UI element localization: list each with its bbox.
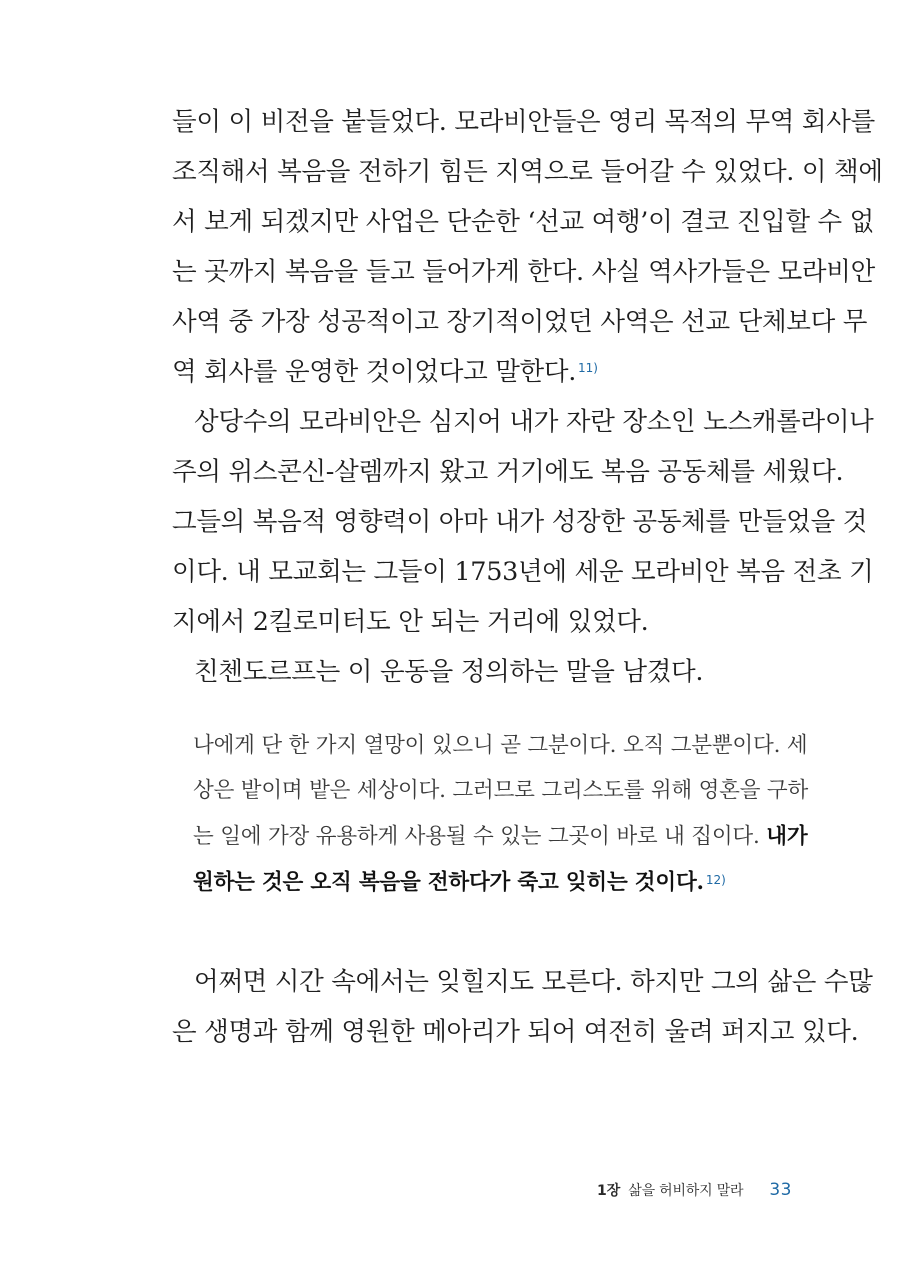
quote-emphasis: 내가: [766, 824, 808, 849]
body-text-line: 그들의 복음적 영향력이 아마 내가 성장한 공동체를 만들었을 것: [172, 507, 868, 537]
body-text-line: 주의 위스콘신-살렘까지 왔고 거기에도 복음 공동체를 세웠다.: [172, 457, 844, 487]
body-text-line: 는 곳까지 복음을 들고 들어가게 한다. 사실 역사가들은 모라비안: [172, 257, 875, 287]
quote-line: [193, 869, 773, 897]
body-text-line: 어쩌면 시간 속에서는 잊힐지도 모른다. 하지만 그의 삶은 수많: [194, 967, 873, 997]
body-text-line: 친첸도르프는 이 운동을 정의하는 말을 남겼다.: [194, 657, 704, 687]
body-text-line: 조직해서 복음을 전하기 힘든 지역으로 들어갈 수 있었다. 이 책에: [172, 157, 883, 187]
quote-emphasis: 원하는 것은 오직 복음을 전하다가 죽고 잊히는 것이다.: [193, 870, 704, 895]
body-text-line: 은 생명과 함께 영원한 메아리가 되어 여전히 울려 퍼지고 있다.: [172, 1017, 859, 1047]
chapter-number: 1장: [597, 1183, 621, 1199]
body-text-line: 사역 중 가장 성공적이고 장기적이었던 사역은 선교 단체보다 무: [172, 307, 868, 337]
quote-line: 상은 밭이며 밭은 세상이다. 그러므로 그리스도를 위해 영혼을 구하: [193, 778, 809, 803]
quote-line: 나에게 단 한 가지 열망이 있으니 곧 그분이다. 오직 그분뿐이다. 세: [193, 733, 808, 758]
quote-line: [193, 823, 808, 851]
body-text-line: 지에서 2킬로미터도 안 되는 거리에 있었다.: [172, 607, 649, 637]
footnote-marker: 12): [705, 873, 726, 887]
chapter-title: 삶을 허비하지 말라: [628, 1183, 744, 1199]
body-text-line: [172, 355, 792, 389]
footnote-marker: 11): [578, 361, 598, 375]
body-text: 역 회사를 운영한 것이었다고 말한다.: [172, 357, 577, 387]
body-text-line: 들이 이 비전을 붙들었다. 모라비안들은 영리 목적의 무역 회사를: [172, 107, 875, 137]
body-text-line: 서 보게 되겠지만 사업은 단순한 ‘선교 여행’이 결코 진입할 수 없: [172, 207, 874, 237]
body-text-line: 이다. 내 모교회는 그들이 1753년에 세운 모라비안 복음 전초 기: [172, 557, 874, 587]
page-number: 33: [769, 1180, 792, 1200]
page-footer: [597, 1178, 792, 1202]
body-text-line: 상당수의 모라비안은 심지어 내가 자란 장소인 노스캐롤라이나: [194, 407, 874, 437]
quote-text: 는 일에 가장 유용하게 사용될 수 있는 그곳이 바로 내 집이다.: [193, 824, 760, 849]
